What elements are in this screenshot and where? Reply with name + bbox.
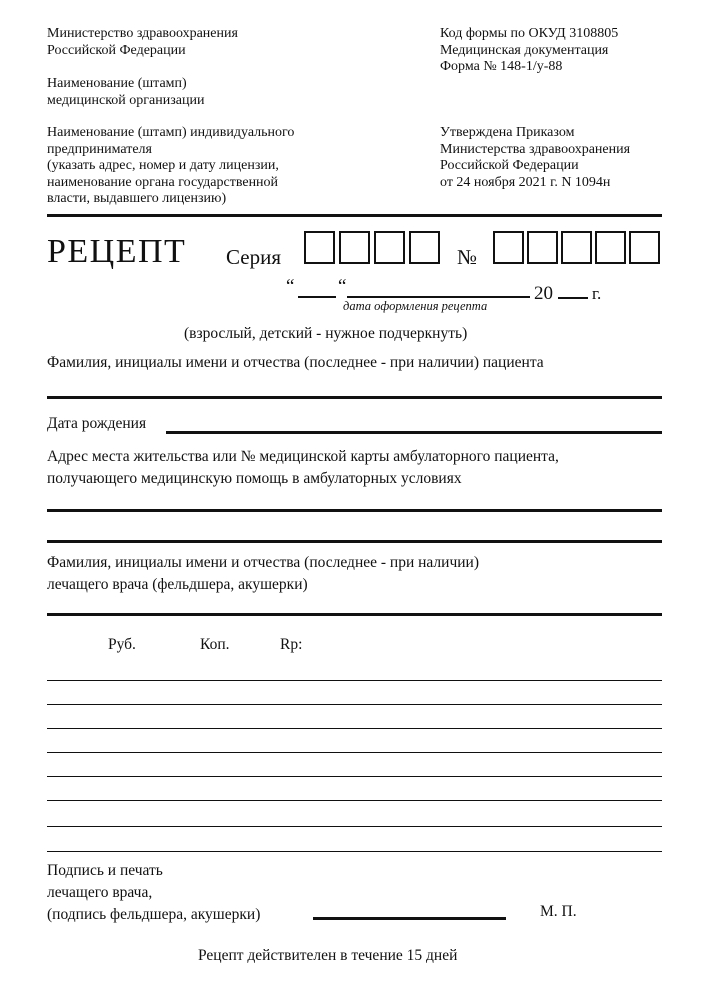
form-code-block: Код формы по ОКУД 3108805 Медицинская документация Форма № 148-1/у-88 — [440, 26, 619, 74]
number-digit-box[interactable] — [595, 231, 626, 264]
signature-label: Подпись и печать лечащего врача, (подпись фельдшера, акушерки) — [47, 862, 261, 923]
stamp-place-label: М. П. — [540, 903, 577, 920]
number-digit-box[interactable] — [493, 231, 524, 264]
rub-label: Руб. — [108, 636, 136, 653]
number-digit-box[interactable] — [527, 231, 558, 264]
doctor-name-line[interactable] — [47, 613, 662, 616]
number-digit-box[interactable] — [629, 231, 660, 264]
kop-label: Коп. — [200, 636, 230, 653]
date-month-input[interactable] — [347, 296, 530, 298]
rx-line[interactable] — [47, 800, 662, 801]
header-divider — [47, 214, 662, 217]
series-boxes[interactable] — [304, 231, 440, 264]
rp-label: Rp: — [280, 636, 303, 653]
validity-note: Рецепт действителен в течение 15 дней — [198, 947, 458, 964]
address-line[interactable] — [47, 509, 662, 512]
ministry-label: Министерство здравоохранения Российской Федерации — [47, 26, 238, 58]
series-label: Серия — [226, 245, 281, 269]
rx-line[interactable] — [47, 776, 662, 777]
entrepreneur-stamp-label: Наименование (штамп) индивидуального предпринимателя (указать адрес, номер и дату лицензии, наименование органа государственной власти, выдавшего лицензию) — [47, 125, 295, 206]
page-title: РЕЦЕПТ — [47, 233, 187, 270]
rx-line[interactable] — [47, 680, 662, 681]
series-digit-box[interactable] — [374, 231, 405, 264]
organization-stamp-label: Наименование (штамп) медицинской организации — [47, 76, 205, 108]
rx-line[interactable] — [47, 851, 662, 852]
doctor-name-label: Фамилия, инициалы имени и отчества (последнее - при наличии) лечащего врача (фельдшера, акушерки) — [47, 554, 480, 593]
birth-date-label: Дата рождения — [47, 415, 147, 432]
rx-line[interactable] — [47, 704, 662, 705]
date-day-input[interactable] — [298, 296, 336, 298]
date-year-input[interactable] — [558, 297, 588, 299]
rx-line[interactable] — [47, 752, 662, 753]
series-digit-box[interactable] — [409, 231, 440, 264]
rx-line[interactable] — [47, 826, 662, 827]
patient-name-label: Фамилия, инициалы имени и отчества (последнее - при наличии) пациента — [47, 354, 544, 371]
series-digit-box[interactable] — [339, 231, 370, 264]
date-caption: дата оформления рецепта — [343, 299, 488, 313]
approval-order-block: Утверждена Приказом Министерства здравоохранения Российской Федерации от 24 ноября 2021 г. N 1094н — [440, 125, 631, 190]
date-open-quote: “ — [286, 276, 295, 297]
number-boxes[interactable] — [493, 231, 663, 264]
birth-date-line[interactable] — [166, 431, 662, 434]
date-year-suffix: г. — [592, 284, 602, 303]
patient-type-note: (взрослый, детский - нужное подчеркнуть) — [184, 325, 468, 342]
number-label: № — [457, 245, 478, 269]
signature-line[interactable] — [313, 917, 506, 920]
date-year-prefix: 20 — [534, 283, 553, 304]
patient-name-line[interactable] — [47, 396, 662, 399]
rx-line[interactable] — [47, 728, 662, 729]
date-close-quote: “ — [338, 276, 347, 297]
number-digit-box[interactable] — [561, 231, 592, 264]
series-digit-box[interactable] — [304, 231, 335, 264]
address-line[interactable] — [47, 540, 662, 543]
address-label: Адрес места жительства или № медицинской карты амбулаторного пациента, получающего медицинскую помощь в амбулаторных условиях — [47, 448, 559, 487]
